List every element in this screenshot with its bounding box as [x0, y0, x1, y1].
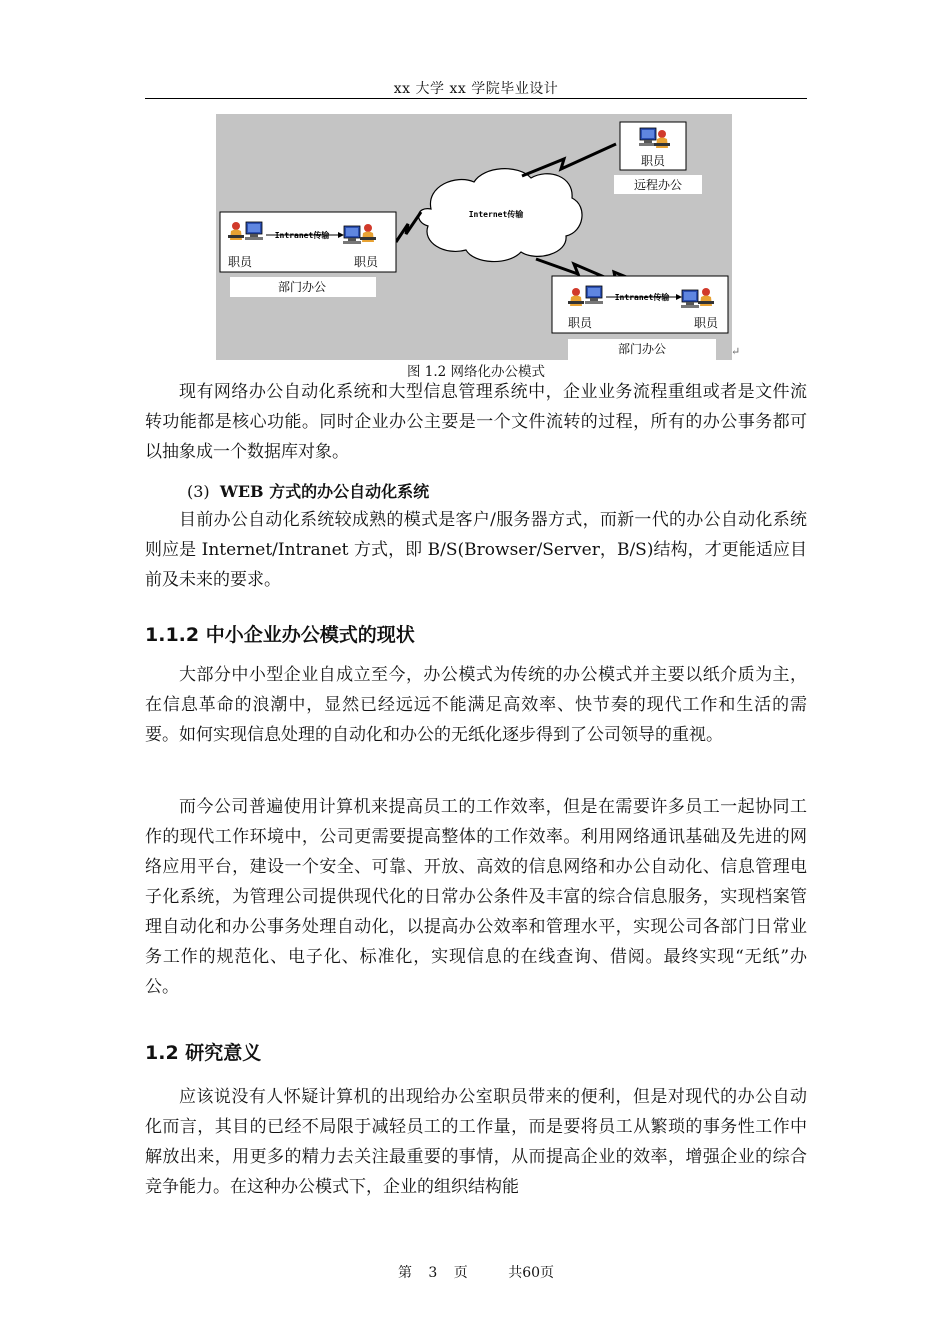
intranet-label-left: Intranet传输: [274, 231, 330, 240]
subheading-3: [187, 479, 429, 502]
subheading-3-number: (3): [187, 482, 210, 501]
network-diagram: [216, 114, 732, 360]
paragraph-3: 大部分中小型企业自成立至今，办公模式为传统的办公模式并主要以纸介质为主，在信息革命的浪潮中，显然已经远远不能满足高效率、快节奏的现代工作和生活的需要。如何实现信息处理的自动化和办公的无纸化逐步得到了公司领导的重视。: [145, 665, 807, 745]
dept-right-label: 部门办公: [617, 342, 667, 356]
intranet-label-right: Intranet传输: [614, 293, 670, 302]
dept-right-box: [552, 276, 728, 333]
section-heading-1-1-2: 1.1.2 中小企业办公模式的现状: [145, 624, 415, 646]
paragraph-5: 应该说没有人怀疑计算机的出现给办公室职员带来的便利，但是对现代的办公自动化而言，其目的已经不局限于减轻员工的工作量，而是要将员工从繁琐的事务性工作中解放出来，用更多的精力去关注最重要的事情，从而提高企业的效率，增强企业的综合竞争能力。在这种办公模式下，企业的组织结构能: [145, 1087, 807, 1197]
dept-right-staff-b: 职员: [693, 316, 719, 330]
remote-office-label: 远程办公: [633, 178, 683, 192]
figure-caption: 图 1.2 网络化办公模式: [406, 364, 546, 380]
remote-staff-box: [620, 122, 686, 170]
remote-staff-label: 职员: [640, 154, 666, 168]
paragraph-1: 现有网络办公自动化系统和大型信息管理系统中，企业业务流程重组或者是文件流转功能都是核心功能。同时企业办公主要是一个文件流转的过程，所有的办公事务都可以抽象成一个数据库对象。: [145, 382, 807, 462]
section-heading-1-2: 1.2 研究意义: [145, 1042, 262, 1064]
dept-left-label: 部门办公: [277, 280, 327, 294]
dept-left-staff-a: 职员: [227, 255, 253, 269]
subheading-3-title: WEB 方式的办公自动化系统: [219, 482, 430, 501]
footer-page-number: 3: [428, 1265, 438, 1281]
page-footer: [145, 1262, 807, 1282]
footer-page-label: 第: [397, 1265, 412, 1281]
page-header: xx 大学 xx 学院毕业设计: [393, 81, 559, 97]
paragraph-4: 而今公司普遍使用计算机来提高员工的工作效率，但是在需要许多员工一起协同工作的现代工作环境中，公司更需要提高整体的工作效率。利用网络通讯基础及先进的网络应用平台，建设一个安全、可靠、开放、高效的信息网络和办公自动化、信息管理电子化系统，为管理公司提供现代化的日常办公条件及丰富的综合信息服务，实现档案管理自动化和办公事务处理自动化，以提高办公效率和管理水平，实现公司各部门日常业务工作的规范化、电子化、标准化，实现信息的在线查询、借阅。最终实现“无纸”办公。: [145, 797, 807, 997]
paragraph-mark: ↵: [731, 345, 741, 358]
header-rule: [145, 98, 807, 99]
link-remote: [522, 144, 616, 176]
dept-left-box: [220, 212, 396, 272]
link-dept-left: [396, 212, 421, 242]
internet-label: Internet传输: [468, 210, 524, 219]
footer-page-unit: 页: [453, 1265, 468, 1281]
dept-left-staff-b: 职员: [353, 255, 379, 269]
footer-total-pages: 共60页: [508, 1265, 555, 1281]
dept-right-staff-a: 职员: [567, 316, 593, 330]
network-office-figure: [216, 114, 732, 360]
paragraph-2: 目前办公自动化系统较成熟的模式是客户/服务器方式，而新一代的办公自动化系统则应是 Internet/Intranet 方式，即 B/S(Browser/Server，B/S)结构，才更能适应目前及未来的要求。: [145, 510, 807, 590]
